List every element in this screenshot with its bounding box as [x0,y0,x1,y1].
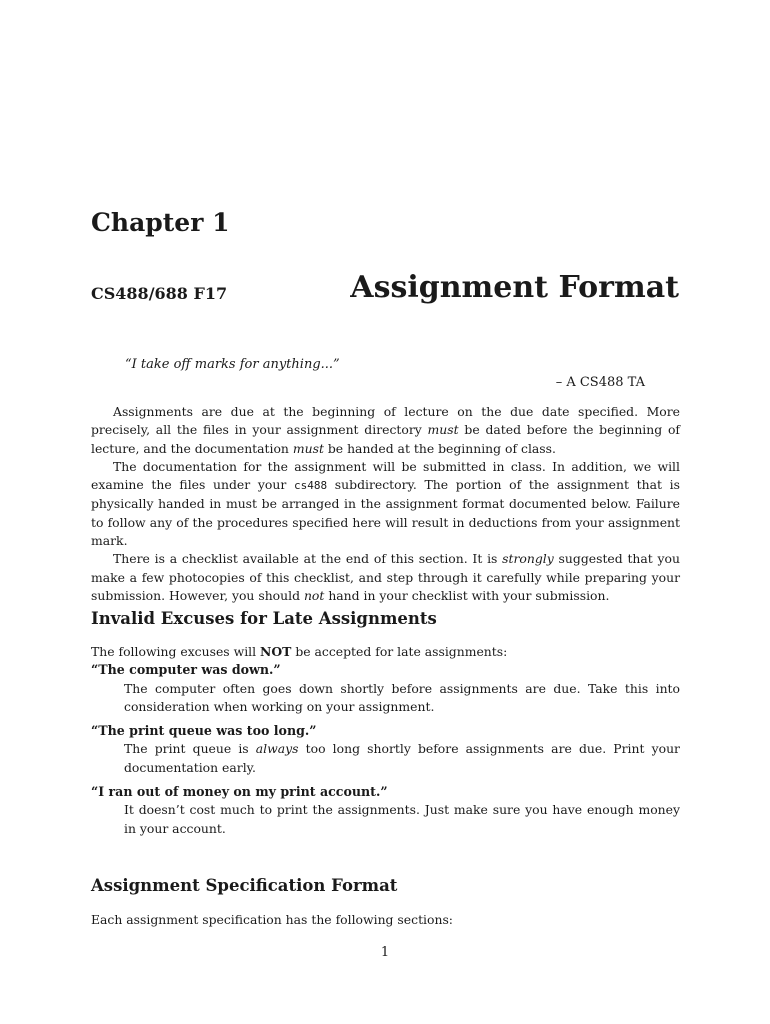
chapter-heading: Chapter 1 [91,208,230,237]
section-lead: Each assignment specification has the following sections: [91,912,453,927]
intro-paragraph-1: Assignments are due at the beginning of lecture on the due date specified. More precisely, all the files in your assignment directory must be dated before the beginning of lecture, and the documentation must be handed at the beginning of class. [91,404,680,456]
invalid-excuses-section [91,643,680,838]
page-title: Assignment Format [350,270,679,305]
section-lead: The following excuses will NOT be accepted for late assignments: [91,644,508,659]
intro-paragraph-2: The documentation for the assignment will be submitted in class. In addition, we will examine the files under your cs488 subdirectory. The portion of the assignment that is physically handed in must be arranged in the assignment format documented below. Failure to follow any of the procedures specified here will result in deductions from your assignment mark. [91,458,680,549]
section-heading-spec-format: Assignment Specification Format [91,876,398,895]
course-code: CS488/688 F17 [91,284,228,303]
epigraph-attribution: – A CS488 TA [555,375,645,390]
intro-paragraph-3: There is a checklist available at the end of this section. It is strongly suggested that you make a few photocopies of this checklist, and step through it carefully while preparing your submission. However, you should not hand in your checklist with your submission. [91,551,680,603]
excuse-title: “The print queue was too long.” [91,723,317,739]
excuse-description: The print queue is always too long shortly before assignments are due. Print your documentation early. [124,741,680,775]
section-heading-invalid-excuses: Invalid Excuses for Late Assignments [91,609,437,628]
excuse-description: It doesn’t cost much to print the assignments. Just make sure you have enough money in your account. [124,802,680,836]
intro-paragraphs [91,403,680,605]
page-number: 1 [380,945,390,960]
excuse-title: “I ran out of money on my print account.” [91,784,388,800]
spec-format-section [91,911,680,929]
excuse-title: “The computer was down.” [91,662,281,678]
epigraph-quote: “I take off marks for anything...” [125,357,340,372]
excuse-description: The computer often goes down shortly before assignments are due. Take this into consideration when working on your assignment. [124,680,680,714]
